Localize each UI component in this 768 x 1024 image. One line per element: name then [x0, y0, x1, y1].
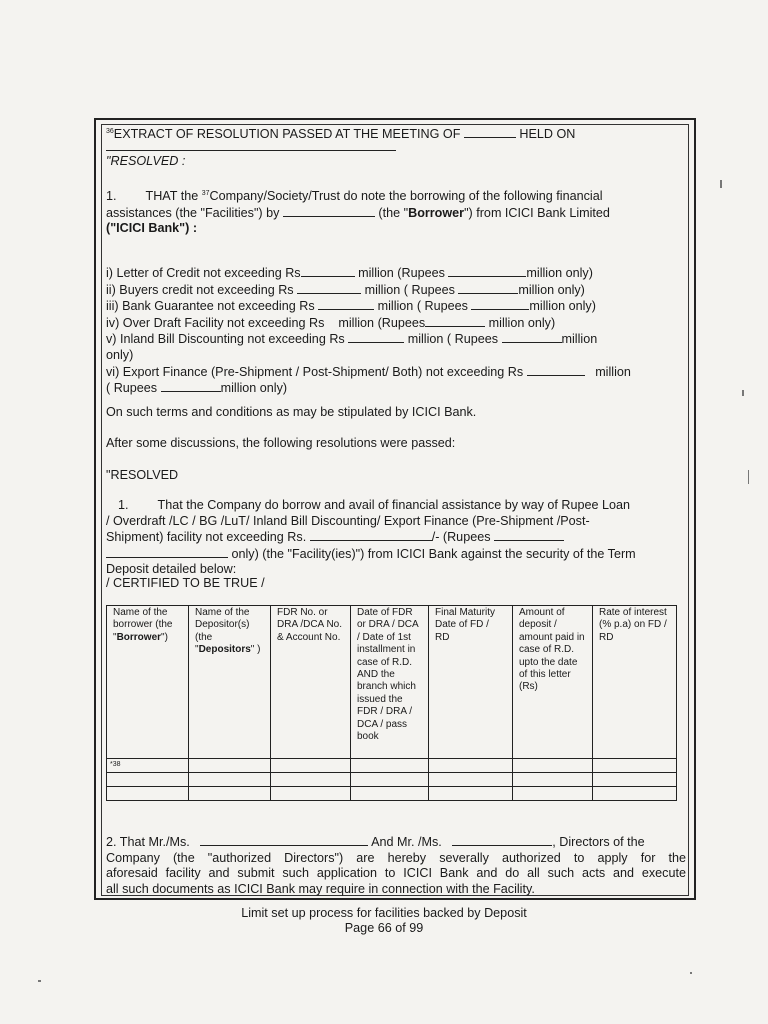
col-rate: Rate of interest (% p.a) on FD / RD: [593, 606, 677, 759]
limit-item: ii) Buyers credit not exceeding Rs million ( Rupees million only): [106, 282, 585, 297]
resolved-label-2: "RESOLVED: [106, 468, 179, 482]
meeting-blank: [464, 126, 516, 138]
row-note: *38: [107, 759, 189, 773]
icici-term: ICICI Bank: [116, 221, 180, 236]
limit-item: iv) Over Draft Facility not exceeding Rs million (Rupees million only): [106, 315, 556, 330]
para1-text-g: ") :: [179, 221, 198, 236]
para1-text-e: ") from ICICI Bank Limited: [464, 205, 610, 220]
footer-title: Limit set up process for facilities backed by Deposit: [241, 906, 527, 920]
scan-speck: [720, 180, 722, 188]
para1-text-f: (": [106, 221, 117, 236]
page-footer: [0, 906, 768, 936]
col-maturity: Final Maturity Date of FD / RD: [429, 606, 513, 759]
borrower-blank: [283, 205, 375, 217]
para1-text-b: Company/Society/Trust do note the borrowing of the following financial: [209, 189, 603, 203]
col-depositors: Name of the Depositor(s) (the "Depositors" ): [189, 606, 271, 759]
facility-limits: [106, 265, 686, 397]
scan-speck: [748, 470, 749, 484]
para3-line3: aforesaid facility and submit such application to ICICI Bank and do all such acts and execute: [106, 866, 686, 881]
table-row: [107, 773, 677, 787]
para-number: 1.: [106, 189, 117, 203]
limit-item: iii) Bank Guarantee not exceeding Rs million ( Rupees million only): [106, 299, 596, 314]
resolved-label: "RESOLVED :: [106, 154, 186, 168]
scan-speck: [690, 972, 692, 974]
resolution-heading: [106, 124, 686, 143]
para3-line4: all such documents as ICICI Bank may require in connection with the Facility.: [106, 881, 535, 896]
heading-text: EXTRACT OF RESOLUTION PASSED AT THE MEETING OF: [113, 127, 461, 141]
footnote-ref: 36: [106, 128, 114, 135]
para1-text-a: THAT the: [145, 189, 199, 203]
para1-text-c: assistances (the "Facilities") by: [106, 205, 280, 220]
scan-speck: [742, 390, 744, 396]
limit-item: i) Letter of Credit not exceeding Rs million (Rupees million only): [106, 266, 593, 280]
limit-item: vi) Export Finance (Pre-Shipment / Post-Shipment/ Both) not exceeding Rs million: [106, 364, 631, 379]
terms-sentence: On such terms and conditions as may be stipulated by ICICI Bank.: [106, 405, 477, 419]
heading-held-on: HELD ON: [519, 127, 576, 141]
page-number: Page 66 of 99: [344, 921, 424, 935]
col-amount: Amount of deposit / amount paid in case of R.D. upto the date of this letter (Rs): [513, 606, 593, 759]
deposit-table: [106, 605, 677, 801]
borrow-resolution-paragraph: 1. That the Company do borrow and avail of financial assistance by way of Rupee Loan / Overdraft /LC / BG /LuT/ Inland Bill Discounting/ Export Finance (Pre-Shipment /Post- Shipment) facility not exceeding Rs. /- (Rupees only) (the "Facility(ies)") from ICICI Bank against the security of the Term Deposit detailed below:: [106, 498, 636, 577]
col-fdr-no: FDR No. or DRA /DCA No. & Account No.: [271, 606, 351, 759]
discussions-sentence: After some discussions, the following resolutions were passed:: [106, 436, 456, 450]
scan-speck: [38, 980, 41, 982]
borrowing-paragraph: [106, 186, 676, 237]
limit-item-wrap: ( Rupees million only): [106, 381, 288, 396]
table-row: [107, 787, 677, 801]
col-date-fdr: Date of FDR or DRA / DCA / Date of 1st installment in case of R.D. AND the branch which issued the FDR / DRA / DCA / pass book: [351, 606, 429, 759]
table-header-row: [107, 606, 677, 759]
date-blank-line: [106, 150, 396, 151]
col-borrower: Name of the borrower (the "Borrower"): [107, 606, 189, 759]
directors-paragraph: 2. That Mr./Ms. And Mr. /Ms. , Directors of the Company (the "authorized Directors") are hereby severally authorized to apply for the aforesaid facility and submit such application to ICICI Bank and do all such acts and execute all such documents as ICICI Bank may require in connection with the Facility.: [106, 835, 686, 896]
certified-line: / CERTIFIED TO BE TRUE /: [106, 576, 265, 590]
footnote-ref: 37: [201, 190, 210, 197]
para1-text-d: (the ": [378, 205, 409, 220]
limit-item-wrap: only): [106, 347, 134, 362]
para3-line2: Company (the "authorized Directors") are hereby severally authorized to apply for the: [106, 850, 686, 865]
table-row: [107, 759, 677, 773]
borrower-term: Borrower: [408, 205, 465, 220]
limit-item: v) Inland Bill Discounting not exceeding Rs million ( Rupees million: [106, 332, 598, 347]
